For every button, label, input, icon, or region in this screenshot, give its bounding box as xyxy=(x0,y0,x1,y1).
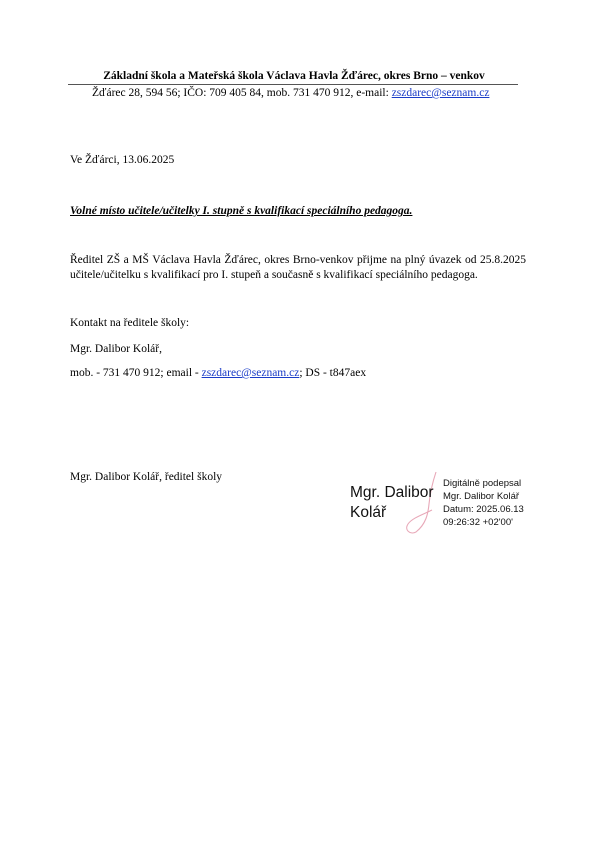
contact-email-link[interactable]: zszdarec@seznam.cz xyxy=(201,367,300,379)
signature-name xyxy=(350,483,434,523)
signer-line: Mgr. Dalibor Kolář, ředitel školy xyxy=(70,471,223,483)
signature-name-line1: Mgr. Dalibor xyxy=(350,484,434,501)
signature-info-line3: Datum: 2025.06.13 xyxy=(443,504,524,515)
header-email-link[interactable]: zszdarec@seznam.cz xyxy=(391,87,490,99)
contact-label: Kontakt na ředitele školy: xyxy=(70,317,190,329)
contact-phone: mob. - 731 470 912; email - xyxy=(70,367,202,379)
body-paragraph: Ředitel ZŠ a MŠ Václava Havla Žďárec, okres Brno-venkov přijme na plný úvazek od 25.8.2025 učitele/učitelku s kvalifikací pro I. stupeň a současně s kvalifikací speciálního pedagoga. xyxy=(70,254,526,281)
contact-name: Mgr. Dalibor Kolář, xyxy=(70,343,162,355)
contact-line xyxy=(70,366,366,381)
header-title: Základní škola a Mateřská škola Václava Havla Žďárec, okres Brno – venkov xyxy=(103,70,485,82)
header-address xyxy=(70,87,530,99)
signature-info-line2: Mgr. Dalibor Kolář xyxy=(443,491,520,502)
signature-info-line1: Digitálně podepsal xyxy=(443,478,522,489)
header-address-text: Žďárec 28, 594 56; IČO: 709 405 84, mob. 731 470 912, e-mail: xyxy=(92,87,389,99)
place-date: Ve Žďárci, 13.06.2025 xyxy=(70,154,175,166)
subject-heading: Volné místo učitele/učitelky I. stupně s kvalifikací speciálního pedagoga. xyxy=(70,205,413,217)
contact-ds: ; DS - t847aex xyxy=(299,367,367,379)
signature-name-line2: Kolář xyxy=(350,504,387,521)
header-divider xyxy=(68,84,518,85)
signature-info xyxy=(443,477,524,529)
signature-info-line4: 09:26:32 +02'00' xyxy=(443,517,513,528)
